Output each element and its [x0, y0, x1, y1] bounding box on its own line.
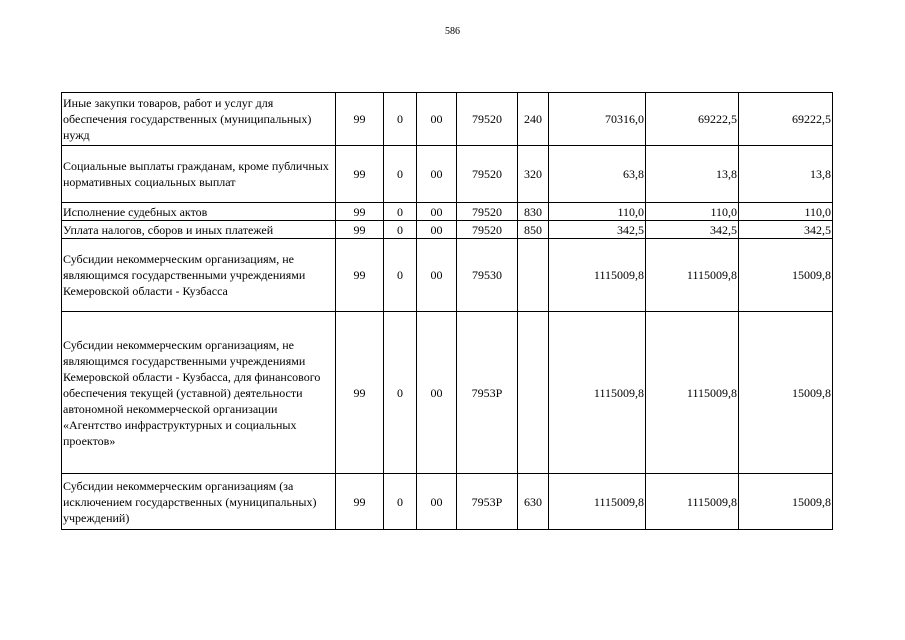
cell-sum-1: 342,5: [549, 221, 646, 239]
cell-direction: 79520: [457, 146, 518, 203]
cell-sum-3: 110,0: [739, 203, 833, 221]
cell-sum-3: 13,8: [739, 146, 833, 203]
cell-gp: 99: [336, 146, 384, 203]
table-row: [62, 221, 833, 239]
row-name: Иные закупки товаров, работ и услуг для обеспечения государственных (муниципальных) нужд: [62, 93, 336, 146]
cell-sum-2: 1115009,8: [646, 312, 739, 474]
cell-kvr: 320: [518, 146, 549, 203]
cell-sum-3: 15009,8: [739, 474, 833, 530]
table-row: [62, 203, 833, 221]
cell-sum-1: 110,0: [549, 203, 646, 221]
cell-sum-1: 1115009,8: [549, 312, 646, 474]
cell-pp: 0: [384, 312, 417, 474]
row-name: Уплата налогов, сборов и иных платежей: [62, 221, 336, 239]
cell-direction: 79530: [457, 239, 518, 312]
cell-sum-2: 1115009,8: [646, 474, 739, 530]
cell-pp: 0: [384, 203, 417, 221]
cell-sum-1: 1115009,8: [549, 239, 646, 312]
cell-gp: 99: [336, 239, 384, 312]
cell-sum-3: 69222,5: [739, 93, 833, 146]
cell-kvr: [518, 312, 549, 474]
cell-sum-1: 63,8: [549, 146, 646, 203]
cell-direction: 7953P: [457, 312, 518, 474]
cell-sum-3: 342,5: [739, 221, 833, 239]
cell-gp: 99: [336, 203, 384, 221]
cell-sum-1: 70316,0: [549, 93, 646, 146]
cell-sum-2: 342,5: [646, 221, 739, 239]
row-name: Социальные выплаты гражданам, кроме публичных нормативных социальных выплат: [62, 146, 336, 203]
budget-table: [61, 92, 833, 530]
cell-sum-3: 15009,8: [739, 312, 833, 474]
cell-om: 00: [417, 93, 457, 146]
table-row: [62, 239, 833, 312]
cell-pp: 0: [384, 221, 417, 239]
cell-direction: 79520: [457, 221, 518, 239]
row-name: Исполнение судебных актов: [62, 203, 336, 221]
cell-pp: 0: [384, 239, 417, 312]
cell-sum-3: 15009,8: [739, 239, 833, 312]
cell-om: 00: [417, 203, 457, 221]
cell-om: 00: [417, 474, 457, 530]
cell-kvr: [518, 239, 549, 312]
table-row: [62, 146, 833, 203]
cell-kvr: 850: [518, 221, 549, 239]
cell-om: 00: [417, 146, 457, 203]
cell-sum-2: 1115009,8: [646, 239, 739, 312]
cell-kvr: 830: [518, 203, 549, 221]
cell-sum-1: 1115009,8: [549, 474, 646, 530]
page-number: 586: [445, 26, 460, 37]
cell-gp: 99: [336, 474, 384, 530]
cell-pp: 0: [384, 146, 417, 203]
row-name: Субсидии некоммерческим организациям, не являющимся государственными учреждениями Кемеровской области - Кузбасса, для финансового обеспечения текущей (уставной) деятельности автономной некоммерческой организации «Агентство инфраструктурных и социальных проектов»: [62, 312, 336, 474]
cell-gp: 99: [336, 221, 384, 239]
cell-sum-2: 13,8: [646, 146, 739, 203]
cell-om: 00: [417, 312, 457, 474]
cell-pp: 0: [384, 474, 417, 530]
cell-direction: 79520: [457, 203, 518, 221]
table-row: [62, 93, 833, 146]
table-row: [62, 312, 833, 474]
cell-kvr: 630: [518, 474, 549, 530]
cell-sum-2: 110,0: [646, 203, 739, 221]
cell-direction: 79520: [457, 93, 518, 146]
cell-pp: 0: [384, 93, 417, 146]
row-name: Субсидии некоммерческим организациям (за исключением государственных (муниципальных) учреждений): [62, 474, 336, 530]
table-row: [62, 474, 833, 530]
row-name: Субсидии некоммерческим организациям, не являющимся государственными учреждениями Кемеровской области - Кузбасса: [62, 239, 336, 312]
cell-om: 00: [417, 239, 457, 312]
cell-sum-2: 69222,5: [646, 93, 739, 146]
cell-om: 00: [417, 221, 457, 239]
cell-gp: 99: [336, 312, 384, 474]
cell-gp: 99: [336, 93, 384, 146]
cell-kvr: 240: [518, 93, 549, 146]
cell-direction: 7953P: [457, 474, 518, 530]
